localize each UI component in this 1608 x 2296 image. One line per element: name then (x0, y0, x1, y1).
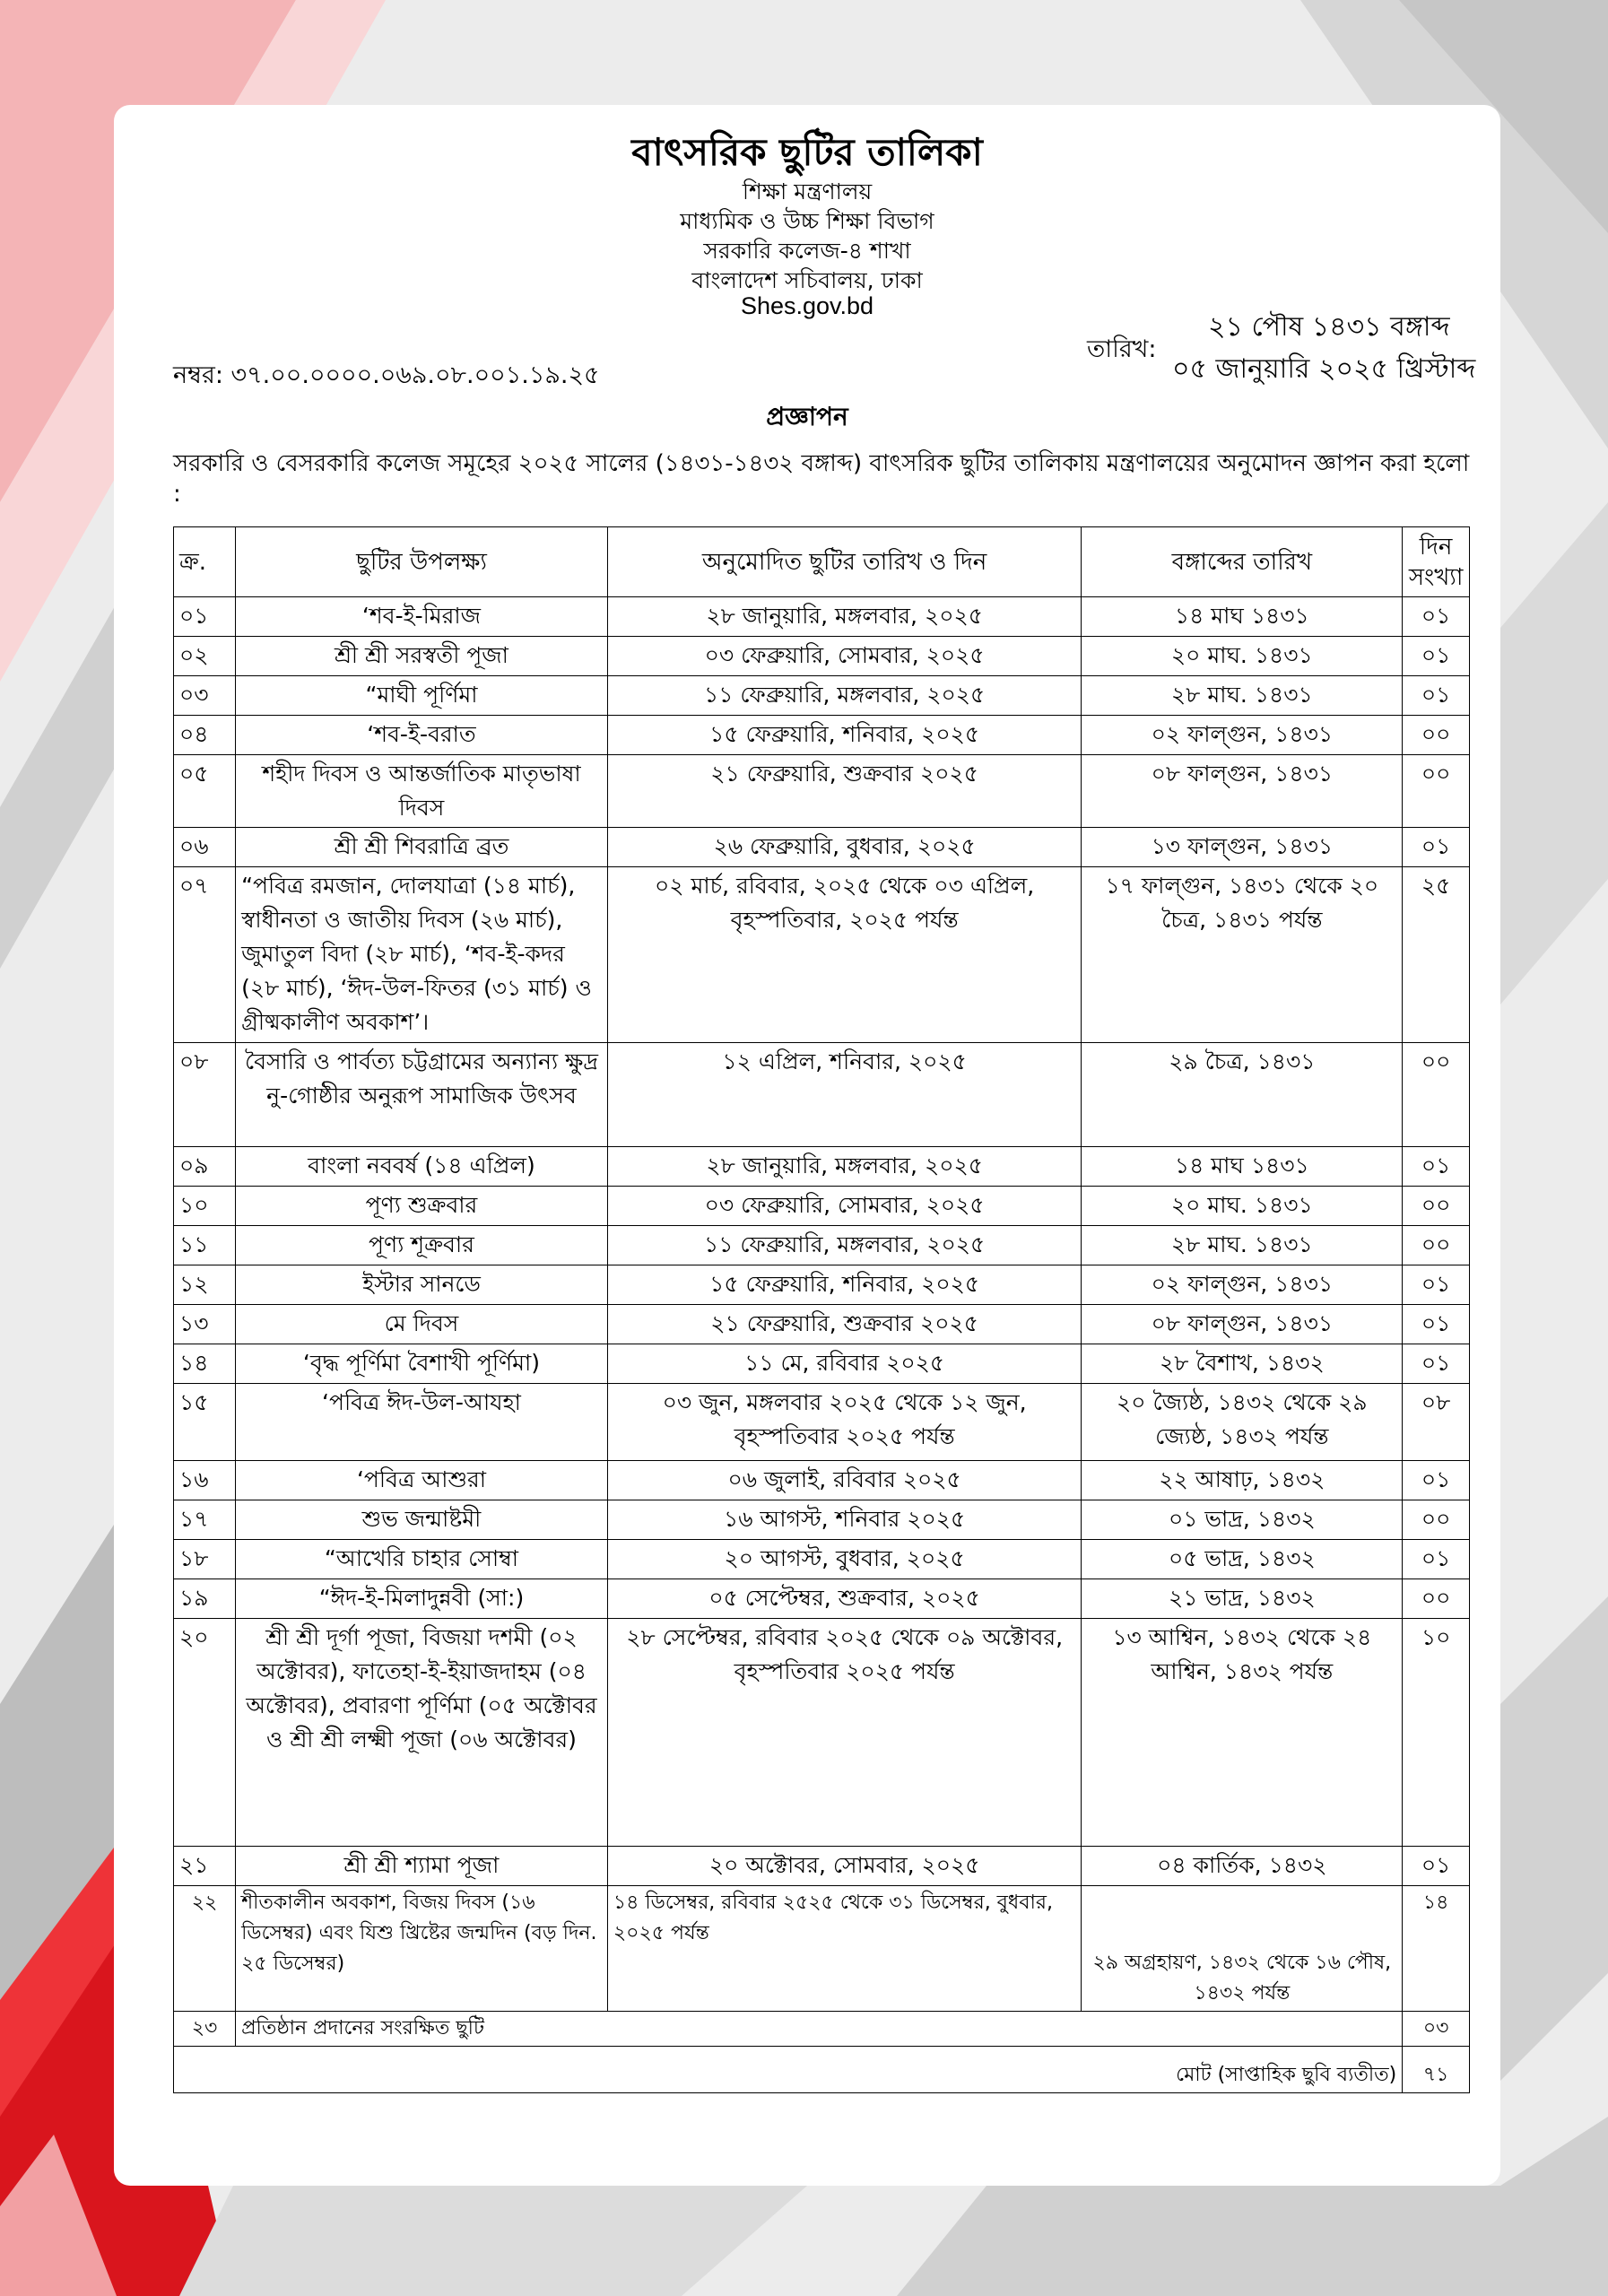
row-date: ১৫ ফেব্রুয়ারি, শনিবার, ২০২৫ (607, 1265, 1082, 1305)
row-serial: ১৬ (174, 1461, 236, 1500)
row-occasion: “মাঘী পূর্ণিমা (236, 676, 608, 716)
row-days: ০০ (1403, 1579, 1470, 1619)
row-occasion: পূণ্য শুক্রবার (236, 1187, 608, 1226)
row-bangla-date: ১৩ ফাল্গুন, ১৪৩১ (1082, 828, 1403, 867)
table-row (174, 1147, 1470, 1187)
row-bangla-date: ১৩ আশ্বিন, ১৪৩২ থেকে ২৪ আশ্বিন, ১৪৩২ পর্যন্ত (1082, 1619, 1403, 1847)
row-serial: ০৯ (174, 1147, 236, 1187)
row-serial: ১৪ (174, 1344, 236, 1384)
notice-title: প্রজ্ঞাপন (766, 402, 848, 431)
row-bangla-date: ২৮ বৈশাখ, ১৪৩২ (1082, 1344, 1403, 1384)
row-serial: ০৬ (174, 828, 236, 867)
table-row (174, 1847, 1470, 1886)
row-serial: ০৭ (174, 867, 236, 1043)
row-serial: ১৮ (174, 1540, 236, 1579)
row-days: ১৪ (1403, 1886, 1470, 2012)
row-date: ১১ ফেব্রুয়ারি, মঙ্গলবার, ২০২৫ (607, 676, 1082, 716)
row-bangla-date: ২০ মাঘ. ১৪৩১ (1082, 1187, 1403, 1226)
table-row (174, 676, 1470, 716)
table-row (174, 716, 1470, 755)
table-row (174, 597, 1470, 637)
row-occasion: ‘পবিত্র আশুরা (236, 1461, 608, 1500)
row-date: ২৮ সেপ্টেম্বর, রবিবার ২০২৫ থেকে ০৯ অক্টোবর, বৃহস্পতিবার ২০২৫ পর্যন্ত (607, 1619, 1082, 1847)
table-row (174, 755, 1470, 828)
row-bangla-date: ০১ ভাদ্র, ১৪৩২ (1082, 1500, 1403, 1540)
website-link[interactable]: Shes.gov.bd (740, 292, 874, 319)
row-serial: ২০ (174, 1619, 236, 1847)
table-row (174, 1540, 1470, 1579)
row-date: ০৩ ফেব্রুয়ারি, সোমবার, ২০২৫ (607, 637, 1082, 676)
row-occasion: পূণ্য শূক্রবার (236, 1226, 608, 1265)
row-days: ০১ (1403, 637, 1470, 676)
row-occasion: শুভ জন্মাষ্টমী (236, 1500, 608, 1540)
table-row (174, 1500, 1470, 1540)
row-serial: ১৯ (174, 1579, 236, 1619)
table-row (174, 828, 1470, 867)
row-bangla-date: ২২ আষাঢ়, ১৪৩২ (1082, 1461, 1403, 1500)
table-row (174, 1344, 1470, 1384)
row-date: ০৩ ফেব্রুয়ারি, সোমবার, ২০২৫ (607, 1187, 1082, 1226)
row-days: ০০ (1403, 1226, 1470, 1265)
row-serial: ১৭ (174, 1500, 236, 1540)
row-serial: ০৫ (174, 755, 236, 828)
row-date: ১৪ ডিসেম্বর, রবিবার ২৫২৫ থেকে ৩১ ডিসেম্বর, বুধবার, ২০২৫ পর্যন্ত (607, 1886, 1082, 2012)
row-bangla-date: ২০ মাঘ. ১৪৩১ (1082, 637, 1403, 676)
row-date: ০৬ জুলাই, রবিবার ২০২৫ (607, 1461, 1082, 1500)
table-row (174, 1265, 1470, 1305)
row-occasion: “ঈদ-ই-মিলাদুন্নবী (সা:) (236, 1579, 608, 1619)
row-occasion: ‘শব-ই-মিরাজ (236, 597, 608, 637)
row-bangla-date: ২১ ভাদ্র, ১৪৩২ (1082, 1579, 1403, 1619)
table-row (174, 1226, 1470, 1265)
row-bangla-date: ২০ জ্যৈষ্ঠ, ১৪৩২ থেকে ২৯ জ্যেষ্ঠ, ১৪৩২ পর্যন্ত (1082, 1384, 1403, 1461)
table-row (174, 1886, 1470, 2012)
row-occasion: বাংলা নববর্ষ (১৪ এপ্রিল) (236, 1147, 608, 1187)
row-bangla-date: ০২ ফাল্গুন, ১৪৩১ (1082, 1265, 1403, 1305)
total-days: ৭১ (1403, 2047, 1470, 2093)
row-days: ০০ (1403, 755, 1470, 828)
row-bangla-date: ০৮ ফাল্গুন, ১৪৩১ (1082, 755, 1403, 828)
row-occasion: শ্রী শ্রী শ্যামা পূজা (236, 1847, 608, 1886)
row-occasion: শীতকালীন অবকাশ, বিজয় দিবস (১৬ ডিসেম্বর) এবং যিশু খ্রিষ্টের জন্মদিন (বড় দিন. ২৫ ডিসেম্বর) (236, 1886, 608, 2012)
row-bangla-date: ১৪ মাঘ ১৪৩১ (1082, 597, 1403, 637)
row-days: ০১ (1403, 1540, 1470, 1579)
row-bangla-date: ২৮ মাঘ. ১৪৩১ (1082, 1226, 1403, 1265)
row-serial: ০৮ (174, 1043, 236, 1147)
row-days: ২৫ (1403, 867, 1470, 1043)
row-date: ১৬ আগস্ট, শনিবার ২০২৫ (607, 1500, 1082, 1540)
total-row (174, 2047, 1470, 2093)
row-occasion: শহীদ দিবস ও আন্তর্জাতিক মাতৃভাষা দিবস (236, 755, 608, 828)
intro-paragraph: সরকারি ও বেসরকারি কলেজ সমূহের ২০২৫ সালের (১৪৩১-১৪৩২ বঙ্গাব্দ) বাৎসরিক ছুটির তালিকায় মন্ত্রণালয়ের অনুমোদন জ্ঞাপন করা হলো : (173, 450, 1470, 508)
table-row (174, 2012, 1470, 2047)
table-row (174, 1187, 1470, 1226)
row-days: ০১ (1403, 1344, 1470, 1384)
row-occasion: বৈসারি ও পার্বত্য চট্টগ্রামের অন্যান্য ক্ষুদ্র নু-গোষ্ঠীর অনুরূপ সামাজিক উৎসব (236, 1043, 608, 1147)
row-date: ১৫ ফেব্রুয়ারি, শনিবার, ২০২৫ (607, 716, 1082, 755)
row-occasion: মে দিবস (236, 1305, 608, 1344)
row-bangla-date: ০৪ কার্তিক, ১৪৩২ (1082, 1847, 1403, 1886)
row-date: ০২ মার্চ, রবিবার, ২০২৫ থেকে ০৩ এপ্রিল, বৃহস্পতিবার, ২০২৫ পর্যন্ত (607, 867, 1082, 1043)
document-page (114, 105, 1500, 2186)
row-serial: ২৩ (174, 2012, 236, 2047)
row-occasion: শ্রী শ্রী শিবরাত্রি ব্রত (236, 828, 608, 867)
row-serial: ১২ (174, 1265, 236, 1305)
row-serial: ১৫ (174, 1384, 236, 1461)
row-days: ০০ (1403, 1043, 1470, 1147)
date-english: ০৫ জানুয়ারি ২০২৫ খ্রিস্টাব্দ (1172, 353, 1476, 385)
division-line: মাধ্যমিক ও উচ্চ শিক্ষা বিভাগ (680, 208, 934, 234)
row-days: ০৮ (1403, 1384, 1470, 1461)
table-row (174, 1384, 1470, 1461)
table-row (174, 1579, 1470, 1619)
header-days: দিন সংখ্যা (1403, 527, 1470, 597)
row-days: ০১ (1403, 1461, 1470, 1500)
row-bangla-date: ১৭ ফাল্গুন, ১৪৩১ থেকে ২০ চৈত্র, ১৪৩১ পর্যন্ত (1082, 867, 1403, 1043)
row-occasion: ‘পবিত্র ঈদ-উল-আযহা (236, 1384, 608, 1461)
holiday-table (173, 526, 1470, 2093)
row-serial: ২১ (174, 1847, 236, 1886)
address-line: বাংলাদেশ সচিবালয়, ঢাকা (691, 267, 923, 293)
row-serial: ২২ (174, 1886, 236, 2012)
row-bangla-date: ১৪ মাঘ ১৪৩১ (1082, 1147, 1403, 1187)
row-days: ০১ (1403, 1847, 1470, 1886)
row-serial: ০৪ (174, 716, 236, 755)
row-occasion: ‘বৃদ্ধ পূর্ণিমা বৈশাখী পূর্ণিমা) (236, 1344, 608, 1384)
row-occasion: “আখেরি চাহার সোম্বা (236, 1540, 608, 1579)
row-date: ১১ মে, রবিবার ২০২৫ (607, 1344, 1082, 1384)
ministry-line: শিক্ষা মন্ত্রণালয় (742, 178, 873, 204)
row-days: ০৩ (1403, 2012, 1470, 2047)
branch-line: সরকারি কলেজ-৪ শাখা (703, 238, 911, 264)
row-bangla-date: ০৫ ভাদ্র, ১৪৩২ (1082, 1540, 1403, 1579)
row-bangla-date: ০৮ ফাল্গুন, ১৪৩১ (1082, 1305, 1403, 1344)
row-days: ০১ (1403, 597, 1470, 637)
row-days: ০০ (1403, 1500, 1470, 1540)
row-days: ০১ (1403, 676, 1470, 716)
row-date: ১১ ফেব্রুয়ারি, মঙ্গলবার, ২০২৫ (607, 1226, 1082, 1265)
header-date: অনুমোদিত ছুটির তারিখ ও দিন (607, 527, 1082, 597)
row-days: ১০ (1403, 1619, 1470, 1847)
row-occasion: শ্রী শ্রী দূর্গা পূজা, বিজয়া দশমী (০২ অক্টোবর), ফাতেহা-ই-ইয়াজদাহম (০৪ অক্টোবর), প্রবারণা পূর্ণিমা (০৫ অক্টোবর ও শ্রী শ্রী লক্ষ্মী পূজা (০৬ অক্টোবর) (236, 1619, 608, 1847)
row-bangla-date: ২৯ চৈত্র, ১৪৩১ (1082, 1043, 1403, 1147)
table-row (174, 637, 1470, 676)
row-serial: ১১ (174, 1226, 236, 1265)
row-days: ০১ (1403, 1147, 1470, 1187)
header-bangla-date: বঙ্গাব্দের তারিখ (1082, 527, 1403, 597)
row-date: ০৩ জুন, মঙ্গলবার ২০২৫ থেকে ১২ জুন, বৃহস্পতিবার ২০২৫ পর্যন্ত (607, 1384, 1082, 1461)
row-serial: ০৩ (174, 676, 236, 716)
row-date: ২৬ ফেব্রুয়ারি, বুধবার, ২০২৫ (607, 828, 1082, 867)
date-label: তারিখ: (1087, 335, 1157, 363)
row-date: ২০ আগস্ট, বুধবার, ২০২৫ (607, 1540, 1082, 1579)
row-date: ২৮ জানুয়ারি, মঙ্গলবার, ২০২৫ (607, 597, 1082, 637)
row-serial: ০১ (174, 597, 236, 637)
table-row (174, 867, 1470, 1043)
row-bangla-date: ২৯ অগ্রহায়ণ, ১৪৩২ থেকে ১৬ পৌষ, ১৪৩২ পর্যন্ত (1082, 1886, 1403, 2012)
row-date: ১২ এপ্রিল, শনিবার, ২০২৫ (607, 1043, 1082, 1147)
table-row (174, 1619, 1470, 1847)
table-row (174, 1043, 1470, 1147)
header-occasion: ছুটির উপলক্ষ্য (236, 527, 608, 597)
row-serial: ০২ (174, 637, 236, 676)
row-occasion: প্রতিষ্ঠান প্রদানের সংরক্ষিত ছুটি (236, 2012, 1403, 2047)
row-occasion: ‘শব-ই-বরাত (236, 716, 608, 755)
row-date: ২৮ জানুয়ারি, মঙ্গলবার, ২০২৫ (607, 1147, 1082, 1187)
table-header-row (174, 527, 1470, 597)
row-days: ০১ (1403, 1305, 1470, 1344)
row-occasion: “পবিত্র রমজান, দোলযাত্রা (১৪ মার্চ), স্বাধীনতা ও জাতীয় দিবস (২৬ মার্চ), জুমাতুল বিদা (২৮ মার্চ), ‘শব-ই-কদর (২৮ মার্চ), ‘ঈদ-উল-ফিতর (৩১ মার্চ) ও গ্রীষ্মকালীণ অবকাশ’। (236, 867, 608, 1043)
row-days: ০১ (1403, 828, 1470, 867)
table-row (174, 1461, 1470, 1500)
header-serial: ক্র. (174, 527, 236, 597)
row-bangla-date: ২৮ মাঘ. ১৪৩১ (1082, 676, 1403, 716)
row-date: ২১ ফেব্রুয়ারি, শুক্রবার ২০২৫ (607, 755, 1082, 828)
row-serial: ১৩ (174, 1305, 236, 1344)
row-date: ০৫ সেপ্টেম্বর, শুক্রবার, ২০২৫ (607, 1579, 1082, 1619)
table-row (174, 1305, 1470, 1344)
document-title: বাৎসরিক ছুটির তালিকা (631, 130, 983, 174)
row-occasion: ইস্টার সানডে (236, 1265, 608, 1305)
row-serial: ১০ (174, 1187, 236, 1226)
total-label: মোট (সাপ্তাহিক ছুবি ব্যতীত) (174, 2047, 1403, 2093)
row-days: ০০ (1403, 716, 1470, 755)
date-bangla: ২১ পৌষ ১৪৩১ বঙ্গাব্দ (1208, 311, 1450, 343)
row-days: ০১ (1403, 1265, 1470, 1305)
memo-number: নম্বর: ৩৭.০০.০০০০.০৬৯.০৮.০০১.১৯.২৫ (173, 361, 600, 389)
row-occasion: শ্রী শ্রী সরস্বতী পূজা (236, 637, 608, 676)
row-date: ২০ অক্টোবর, সোমবার, ২০২৫ (607, 1847, 1082, 1886)
row-date: ২১ ফেব্রুয়ারি, শুক্রবার ২০২৫ (607, 1305, 1082, 1344)
row-days: ০০ (1403, 1187, 1470, 1226)
row-bangla-date: ০২ ফাল্গুন, ১৪৩১ (1082, 716, 1403, 755)
